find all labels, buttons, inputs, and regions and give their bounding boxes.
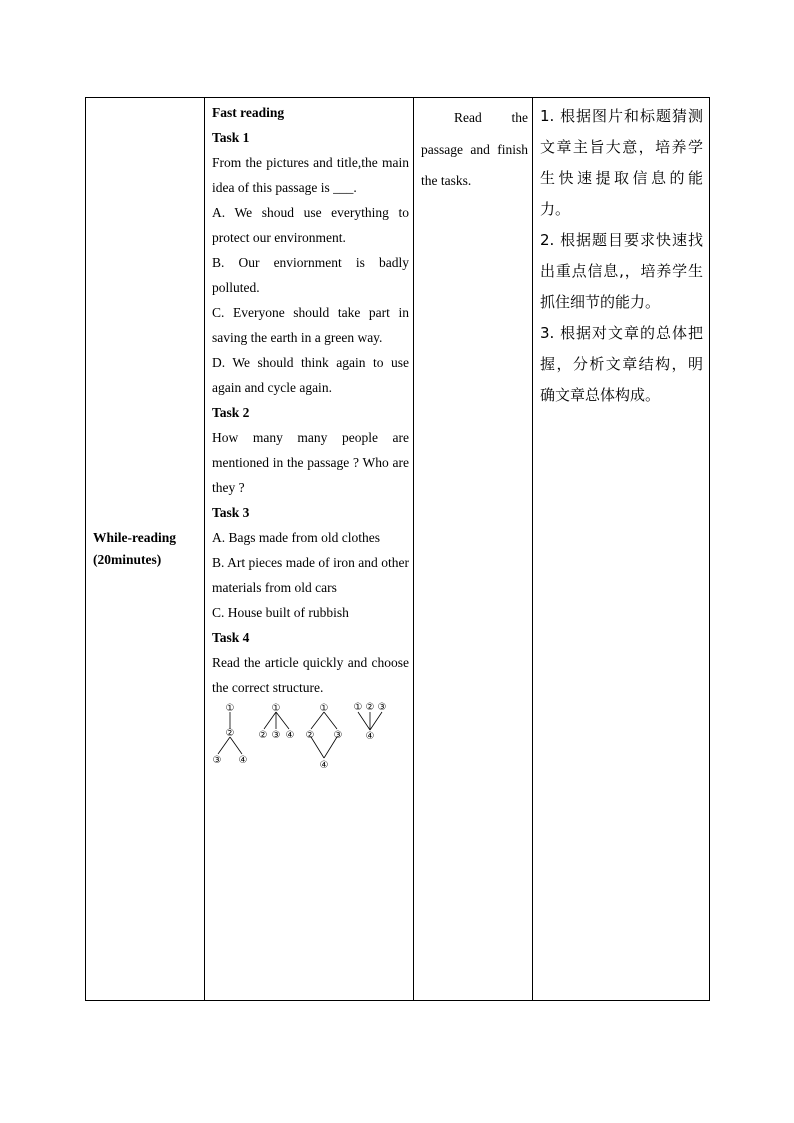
- structure-d-node-2: ②: [365, 702, 375, 713]
- purpose-item-3: 3. 根据对文章的总体把握，分析文章结构，明确文章总体构成。: [540, 324, 703, 404]
- purpose-cell: [533, 98, 710, 1001]
- structure-a-node-3: ③: [212, 755, 222, 766]
- fast-reading-heading: Fast reading: [212, 105, 285, 120]
- structure-b-node-3: ③: [271, 730, 281, 741]
- structure-d-node-1: ①: [353, 702, 363, 713]
- teacher-activity-cell: [205, 98, 414, 1001]
- task1-option-d: D. We should think again to use again and cycle again.: [212, 355, 409, 395]
- task1-option-a: A. We shoud use everything to protect our environment.: [212, 205, 409, 245]
- task3-heading: Task 3: [212, 505, 250, 520]
- structure-a-node-2: ②: [225, 728, 235, 739]
- purpose-item-2: 2. 根据题目要求快速找出重点信息,，培养学生抓住细节的能力。: [540, 231, 703, 311]
- task1-question: From the pictures and title,the main idea of this passage is ___.: [212, 155, 409, 195]
- task1-option-b: B. Our enviornment is badly polluted.: [212, 255, 409, 295]
- structure-d-node-3: ③: [377, 702, 387, 713]
- structure-c-node-1: ①: [319, 703, 329, 714]
- stage-name: While-reading: [93, 530, 177, 545]
- task3-item-a: A. Bags made from old clothes: [212, 530, 380, 545]
- table-row: [86, 98, 710, 1001]
- task2-heading: Task 2: [212, 405, 250, 420]
- student-activity-text: Read the passage and finish the tasks.: [421, 110, 528, 188]
- structure-c-node-4: ④: [319, 760, 329, 771]
- task3-item-c: C. House built of rubbish: [212, 605, 349, 620]
- stage-duration: (20minutes): [93, 552, 162, 567]
- structure-a-node-4: ④: [238, 755, 248, 766]
- lesson-plan-table: [85, 97, 710, 1001]
- purpose-item-1: 1. 根据图片和标题猜测文章主旨大意，培养学生快速提取信息的能力。: [540, 107, 703, 218]
- stage-label: [86, 527, 204, 571]
- task2-question: How many many people are mentioned in the passage ? Who are they ?: [212, 430, 409, 495]
- student-activity-cell: [414, 98, 533, 1001]
- structure-a-node-1: ①: [225, 703, 235, 714]
- structure-diagrams: [212, 702, 402, 782]
- structure-b-node-1: ①: [271, 703, 281, 714]
- structure-b-node-4: ④: [285, 730, 295, 741]
- structure-b-node-2: ②: [258, 730, 268, 741]
- structure-d-node-4: ④: [365, 731, 375, 742]
- task4-heading: Task 4: [212, 630, 250, 645]
- task3-item-b: B. Art pieces made of iron and other materials from old cars: [212, 555, 409, 595]
- task1-option-c: C. Everyone should take part in saving the earth in a green way.: [212, 305, 409, 345]
- structure-c-node-2: ②: [305, 730, 315, 741]
- stage-cell: [86, 98, 205, 1001]
- structure-c-node-3: ③: [333, 730, 343, 741]
- task4-instruction: Read the article quickly and choose the correct structure.: [212, 655, 409, 695]
- task1-heading: Task 1: [212, 130, 250, 145]
